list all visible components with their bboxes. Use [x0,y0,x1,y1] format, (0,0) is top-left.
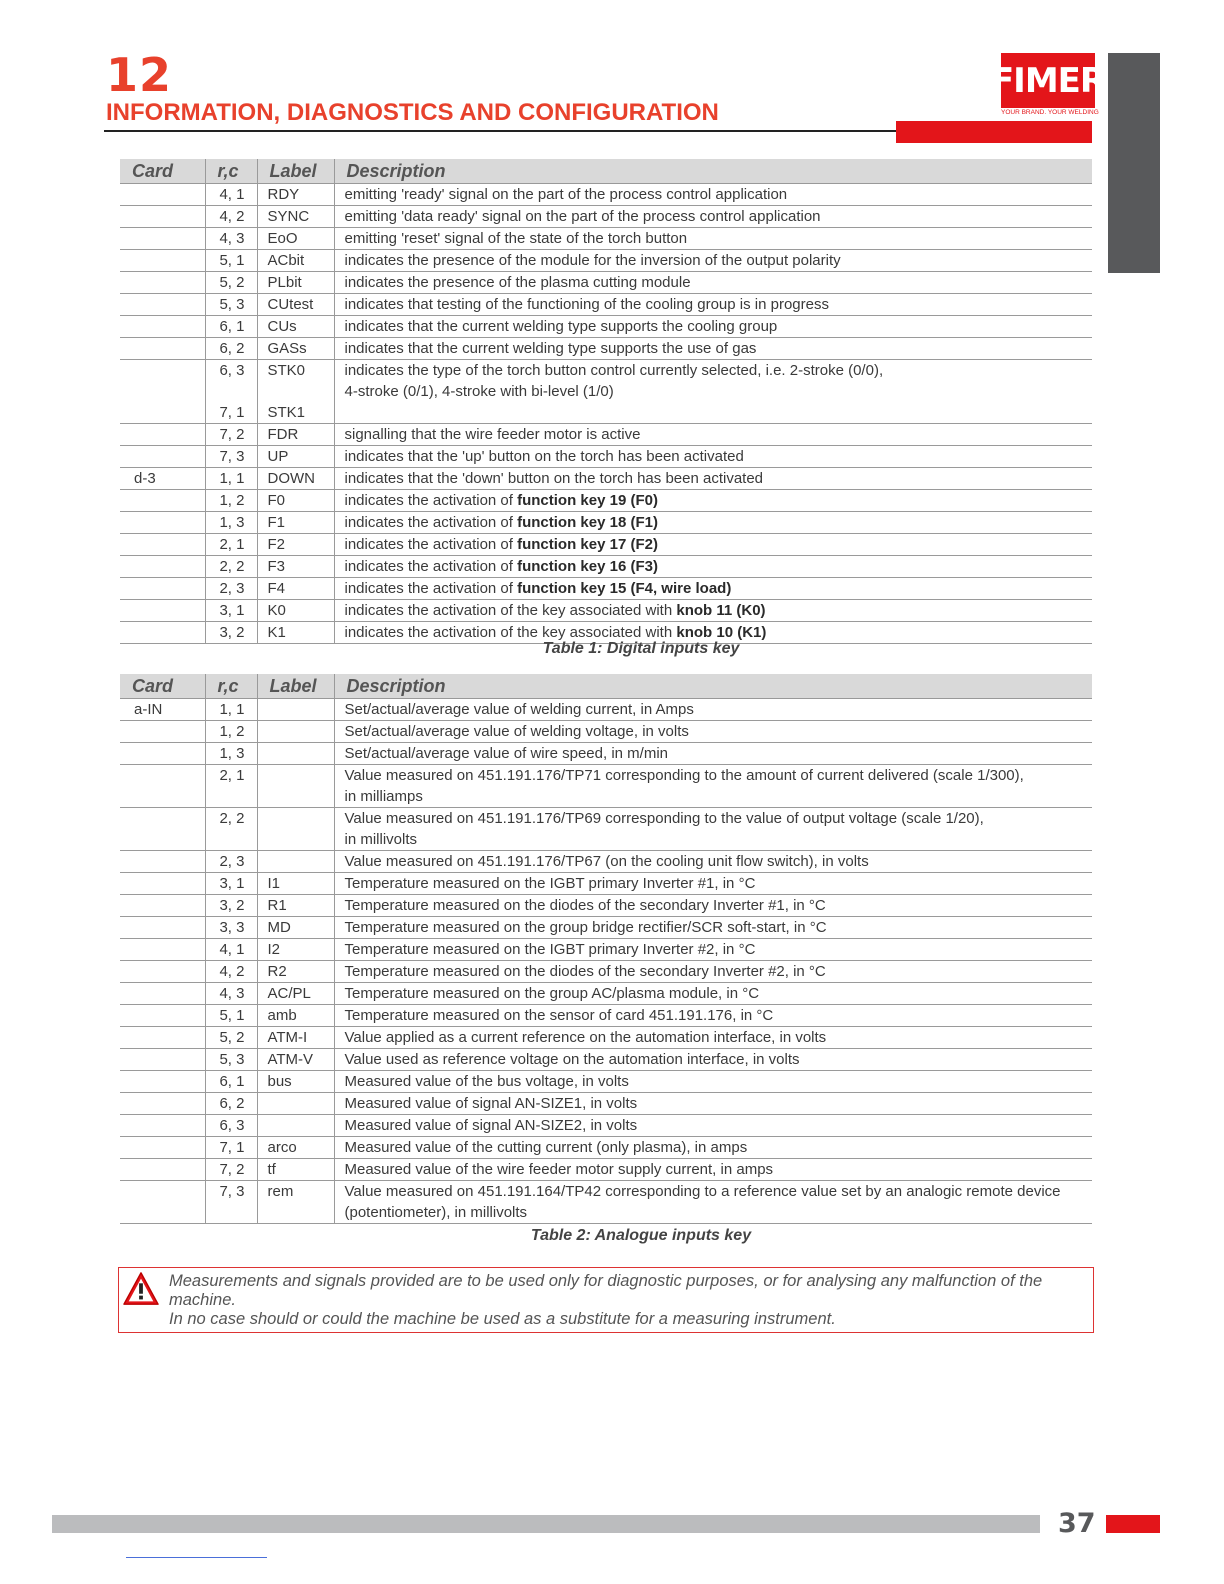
cell-card [120,272,205,294]
table-row [120,338,1092,360]
cell-description [334,1005,1092,1027]
cell-label: I1 [257,873,334,895]
cell-description [334,873,1092,895]
cell-rc: 3, 1 [205,600,257,622]
cell-description [334,578,1092,600]
cell-card [120,1137,205,1159]
table-row [120,721,1092,743]
cell-label: rem [257,1181,334,1224]
footer-link-underline [126,1557,267,1558]
table-row [120,873,1092,895]
description-text: indicates the type of the torch button control currently selected, i.e. 2-stroke (0/0), 4-stroke (0/1), 4-stroke with bi-level (1/0) [344,362,884,400]
cell-rc: 7, 3 [205,1181,257,1224]
description-text: Value measured on 451.191.176/TP71 corresponding to the amount of current delivered (scale 1/300), in milliamps [344,767,1024,805]
cell-label: DOWN [257,468,334,490]
cell-label [257,721,334,743]
cell-card [120,873,205,895]
cell-rc: 4, 1 [205,939,257,961]
description-text: Set/actual/average value of wire speed, in m/min [344,745,669,762]
cell-label: STK0 STK1 [257,360,334,424]
cell-description [334,228,1092,250]
cell-card [120,1027,205,1049]
footer-bar [52,1515,1040,1533]
cell-card [120,743,205,765]
cell-card [120,360,205,424]
cell-rc: 4, 3 [205,228,257,250]
cell-description [334,743,1092,765]
description-text: Temperature measured on the group bridge rectifier/SCR soft-start, in °C [344,919,827,936]
cell-card [120,228,205,250]
cell-description [334,1159,1092,1181]
chapter-title: INFORMATION, DIAGNOSTICS AND CONFIGURATION [106,99,719,126]
brand-logo: FIMER [1001,53,1095,108]
cell-rc: 5, 2 [205,1027,257,1049]
cell-card [120,1049,205,1071]
cell-rc: 2, 3 [205,851,257,873]
table2-caption: Table 2: Analogue inputs key [530,1227,752,1244]
cell-label: ACbit [257,250,334,272]
cell-label: FDR [257,424,334,446]
cell-card [120,600,205,622]
cell-description [334,512,1092,534]
description-text: emitting 'reset' signal of the state of the torch button [344,230,688,247]
footer-accent [1106,1515,1160,1533]
cell-rc: 1, 3 [205,512,257,534]
cell-rc: 1, 2 [205,721,257,743]
chapter-side-tab [1108,53,1160,273]
table-row [120,250,1092,272]
cell-rc: 4, 2 [205,961,257,983]
cell-label: F2 [257,534,334,556]
table-row [120,1137,1092,1159]
table-row [120,446,1092,468]
table-row [120,534,1092,556]
cell-rc: 3, 1 [205,873,257,895]
description-text: indicates that the 'down' button on the torch has been activated [344,470,764,487]
cell-rc: 6, 1 [205,316,257,338]
brand-tagline: YOUR BRAND. YOUR WELDING [1001,109,1099,116]
cell-rc: 4, 1 [205,184,257,206]
cell-rc: 7, 1 [205,1137,257,1159]
cell-card: a-IN [120,699,205,721]
cell-rc: 2, 1 [205,765,257,808]
cell-rc: 4, 3 [205,983,257,1005]
warning-line-2: In no case should or could the machine be used as a substitute for a measuring instrument. [169,1310,836,1328]
description-text: indicates the activation of [344,580,518,597]
description-text: Value applied as a current reference on the automation interface, in volts [344,1029,827,1046]
cell-description [334,721,1092,743]
cell-label: R2 [257,961,334,983]
table1-caption: Table 1: Digital inputs key [542,640,740,657]
cell-card [120,316,205,338]
table-header-row [120,159,1092,184]
cell-card [120,917,205,939]
page-number: 37 [1058,1508,1096,1539]
cell-label: F1 [257,512,334,534]
table-row [120,1181,1092,1224]
description-text: emitting 'data ready' signal on the part of the process control application [344,208,821,225]
cell-label: bus [257,1071,334,1093]
cell-rc: 5, 1 [205,250,257,272]
table-row [120,556,1092,578]
cell-description [334,250,1092,272]
cell-description [334,490,1092,512]
cell-card [120,534,205,556]
description-text: signalling that the wire feeder motor is active [344,426,641,443]
description-emphasis: function key 18 (F1) [517,514,658,531]
description-emphasis: function key 16 (F3) [517,558,658,575]
table-row [120,272,1092,294]
cell-description [334,556,1092,578]
cell-rc: 3, 2 [205,895,257,917]
cell-label [257,1093,334,1115]
cell-label: PLbit [257,272,334,294]
warning-box [118,1267,1094,1333]
cell-label: ATM-I [257,1027,334,1049]
table-row [120,851,1092,873]
table-row [120,600,1092,622]
table-row [120,917,1092,939]
cell-rc: 3, 3 [205,917,257,939]
cell-card [120,808,205,851]
description-text: Value measured on 451.191.164/TP42 corresponding to a reference value set by an analogic remote device (potentiometer), in millivolts [344,1183,1061,1221]
cell-description [334,294,1092,316]
cell-description [334,961,1092,983]
table-row [120,578,1092,600]
cell-card [120,424,205,446]
cell-card [120,1071,205,1093]
table-row [120,1049,1092,1071]
cell-card [120,1093,205,1115]
cell-rc: 6, 2 [205,1093,257,1115]
cell-label: I2 [257,939,334,961]
warning-text [169,1272,1091,1329]
table-row [120,424,1092,446]
description-text: indicates the activation of [344,558,518,575]
cell-rc: 5, 1 [205,1005,257,1027]
column-header-description: Description [334,159,1092,184]
description-emphasis: function key 17 (F2) [517,536,658,553]
description-text: Temperature measured on the IGBT primary Inverter #2, in °C [344,941,756,958]
description-text: Measured value of signal AN-SIZE2, in volts [344,1117,638,1134]
cell-rc: 2, 2 [205,808,257,851]
cell-label [257,1115,334,1137]
description-text: Temperature measured on the sensor of card 451.191.176, in °C [344,1007,774,1024]
description-text: indicates the presence of the module for the inversion of the output polarity [344,252,841,269]
description-text: Temperature measured on the diodes of the secondary Inverter #2, in °C [344,963,826,980]
cell-description [334,446,1092,468]
table-row [120,512,1092,534]
column-header-rc: r,c [205,674,257,699]
description-text: indicates the activation of [344,514,518,531]
cell-rc: 7, 3 [205,446,257,468]
description-text: indicates the activation of the key associated with [344,624,677,641]
cell-label [257,743,334,765]
table-row [120,939,1092,961]
title-accent-bar [896,121,1092,143]
description-text: Measured value of signal AN-SIZE1, in volts [344,1095,638,1112]
cell-description [334,316,1092,338]
cell-label [257,765,334,808]
cell-label: EoO [257,228,334,250]
table-row [120,743,1092,765]
description-text: indicates that testing of the functioning of the cooling group is in progress [344,296,829,313]
cell-label: K1 [257,622,334,644]
table-row [120,1027,1092,1049]
cell-rc: 6, 3 [205,1115,257,1137]
cell-description [334,1093,1092,1115]
cell-label: F4 [257,578,334,600]
description-text: indicates that the current welding type supports the cooling group [344,318,778,335]
cell-card [120,512,205,534]
cell-card [120,1159,205,1181]
warning-triangle-icon [122,1271,160,1307]
table-row [120,1115,1092,1137]
cell-rc: 2, 3 [205,578,257,600]
column-header-label: Label [257,674,334,699]
cell-rc: 1, 2 [205,490,257,512]
cell-label: amb [257,1005,334,1027]
description-emphasis: function key 15 (F4, wire load) [517,580,732,597]
cell-rc: 3, 2 [205,622,257,644]
cell-card [120,721,205,743]
cell-rc: 6, 1 [205,1071,257,1093]
description-text: Value measured on 451.191.176/TP67 (on the cooling unit flow switch), in volts [344,853,869,870]
description-text: indicates the activation of the key associated with [344,602,677,619]
table-row [120,184,1092,206]
cell-card [120,184,205,206]
cell-description [334,338,1092,360]
description-emphasis: function key 19 (F0) [517,492,658,509]
cell-description [334,424,1092,446]
cell-rc: 1, 1 [205,699,257,721]
description-emphasis: knob 11 (K0) [676,602,766,619]
cell-card [120,961,205,983]
cell-description [334,184,1092,206]
table-row [120,699,1092,721]
cell-label: CUtest [257,294,334,316]
cell-card [120,939,205,961]
description-text: indicates that the 'up' button on the torch has been activated [344,448,744,465]
cell-label: AC/PL [257,983,334,1005]
cell-card [120,895,205,917]
cell-description [334,206,1092,228]
cell-label: tf [257,1159,334,1181]
cell-label: CUs [257,316,334,338]
cell-label: SYNC [257,206,334,228]
column-header-card: Card [120,159,205,184]
description-text: Measured value of the bus voltage, in volts [344,1073,629,1090]
table-row [120,1071,1092,1093]
cell-rc: 5, 2 [205,272,257,294]
description-emphasis: knob 10 (K1) [676,624,767,641]
cell-label: R1 [257,895,334,917]
table-row [120,1005,1092,1027]
cell-label: GASs [257,338,334,360]
cell-description [334,360,1092,424]
warning-line-1: Measurements and signals provided are to be used only for diagnostic purposes, or for analysing any malfunction of the machine. [169,1272,1043,1309]
cell-card [120,250,205,272]
cell-card [120,765,205,808]
cell-description [334,895,1092,917]
digital-inputs-table [120,159,1092,644]
cell-description [334,600,1092,622]
table-row [120,808,1092,851]
cell-rc: 7, 2 [205,424,257,446]
description-text: Set/actual/average value of welding current, in Amps [344,701,694,718]
cell-description [334,939,1092,961]
cell-card [120,446,205,468]
description-text: indicates that the current welding type supports the use of gas [344,340,757,357]
table-header-row [120,674,1092,699]
description-text: indicates the activation of [344,536,518,553]
cell-rc: 2, 1 [205,534,257,556]
cell-card [120,556,205,578]
cell-rc: 1, 1 [205,468,257,490]
cell-card [120,1115,205,1137]
table-row [120,316,1092,338]
table-row [120,1093,1092,1115]
description-text: Temperature measured on the IGBT primary Inverter #1, in °C [344,875,756,892]
cell-description [334,765,1092,808]
cell-label: MD [257,917,334,939]
cell-label: UP [257,446,334,468]
cell-rc: 7, 2 [205,1159,257,1181]
cell-rc: 2, 2 [205,556,257,578]
cell-card [120,338,205,360]
analogue-inputs-table [120,674,1092,1224]
cell-description [334,534,1092,556]
cell-description [334,851,1092,873]
cell-card [120,1181,205,1224]
cell-rc: 5, 3 [205,294,257,316]
table-row [120,1159,1092,1181]
cell-label: RDY [257,184,334,206]
table-row [120,294,1092,316]
table-row [120,765,1092,808]
description-text: emitting 'ready' signal on the part of the process control application [344,186,788,203]
table-row [120,490,1092,512]
table-row [120,468,1092,490]
cell-description [334,983,1092,1005]
cell-card [120,851,205,873]
cell-card [120,294,205,316]
cell-label [257,808,334,851]
cell-rc: 6, 2 [205,338,257,360]
cell-description [334,1027,1092,1049]
column-header-description: Description [334,674,1092,699]
description-text: Set/actual/average value of welding voltage, in volts [344,723,689,740]
description-text: Temperature measured on the group AC/plasma module, in °C [344,985,760,1002]
column-header-rc: r,c [205,159,257,184]
description-text: Measured value of the wire feeder motor supply current, in amps [344,1161,774,1178]
cell-description [334,272,1092,294]
title-rule [104,130,904,132]
cell-card [120,206,205,228]
cell-card: d-3 [120,468,205,490]
chapter-number: 12 [106,48,173,102]
description-text: Temperature measured on the diodes of the secondary Inverter #1, in °C [344,897,826,914]
cell-description [334,1115,1092,1137]
description-text: Value used as reference voltage on the automation interface, in volts [344,1051,800,1068]
table-row [120,360,1092,424]
cell-label: F3 [257,556,334,578]
cell-rc: 6, 3 7, 1 [205,360,257,424]
cell-card [120,983,205,1005]
cell-rc: 5, 3 [205,1049,257,1071]
cell-description [334,699,1092,721]
table-row [120,961,1092,983]
cell-description [334,1071,1092,1093]
description-text: indicates the presence of the plasma cutting module [344,274,691,291]
column-header-label: Label [257,159,334,184]
table-row [120,228,1092,250]
cell-description [334,808,1092,851]
table-row [120,983,1092,1005]
table-row [120,206,1092,228]
cell-label: F0 [257,490,334,512]
description-text: indicates the activation of [344,492,518,509]
cell-description [334,468,1092,490]
cell-label: arco [257,1137,334,1159]
cell-card [120,490,205,512]
cell-description [334,1137,1092,1159]
cell-card [120,1005,205,1027]
cell-rc: 1, 3 [205,743,257,765]
cell-description [334,917,1092,939]
description-text: Value measured on 451.191.176/TP69 corresponding to the value of output voltage (scale 1/20), in millivolts [344,810,984,848]
cell-label [257,851,334,873]
description-text: Measured value of the cutting current (only plasma), in amps [344,1139,748,1156]
cell-rc: 4, 2 [205,206,257,228]
cell-description [334,1181,1092,1224]
cell-label: K0 [257,600,334,622]
table-row [120,895,1092,917]
column-header-card: Card [120,674,205,699]
cell-label [257,699,334,721]
cell-description [334,1049,1092,1071]
cell-card [120,578,205,600]
cell-label: ATM-V [257,1049,334,1071]
